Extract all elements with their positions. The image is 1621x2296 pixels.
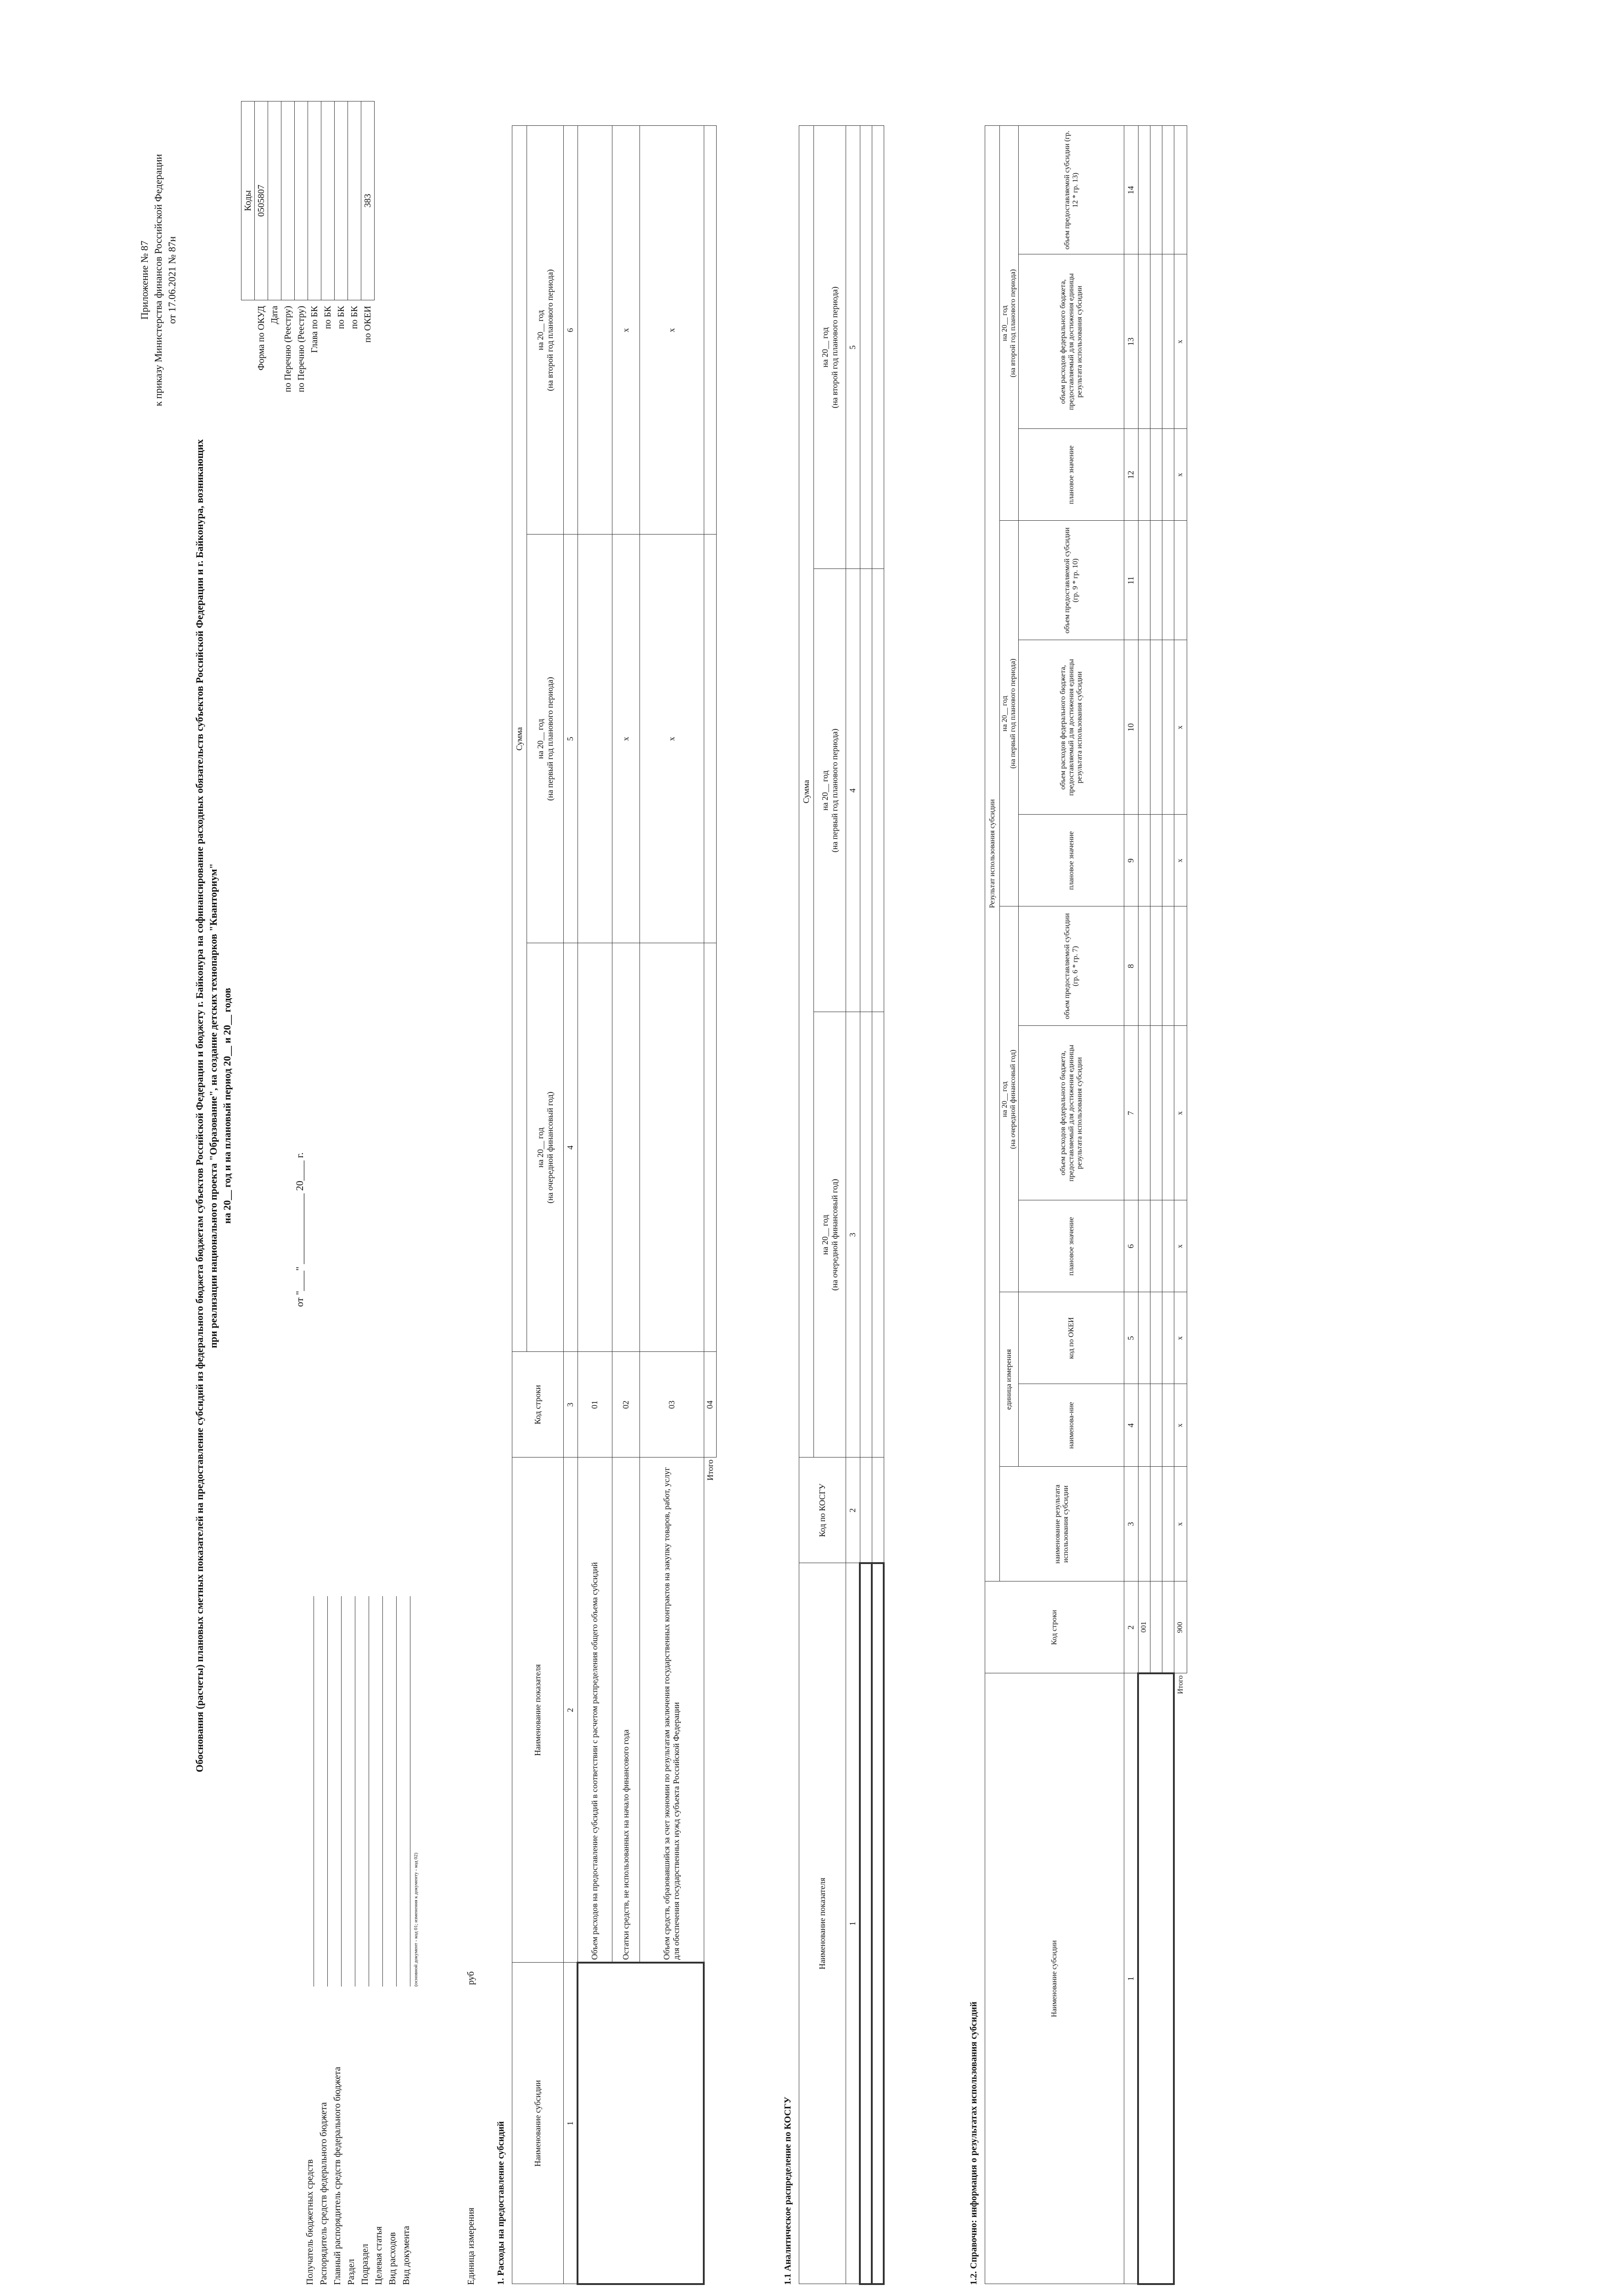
result-cell[interactable] [1162,1200,1174,1292]
col-year-3: на 20__ год (на второй год планового периода) [527,126,564,535]
table-row [578,126,612,2284]
result-cell[interactable] [1150,429,1162,521]
col-num: 4 [846,569,860,1012]
col-volume: объем предоставляемой субсидии (гр. 6 * гр. 7) [1019,906,1124,1026]
result-cell[interactable] [1162,429,1174,521]
row-code-cell: 02 [612,1352,639,1458]
row-code-cell[interactable] [1150,1581,1162,1673]
total-code: 04 [704,1352,716,1458]
col-year-3: на 20__ год (на второй год планового периода) [1000,126,1019,521]
col-num: 12 [1124,429,1139,521]
result-cell[interactable] [1162,254,1174,429]
subsidy-name-cell[interactable] [1138,1673,1174,2284]
section-1-2-title: 1.2. Справочно: информация о результатах использования субсидий [969,2002,979,2285]
result-cell[interactable] [1162,1026,1174,1200]
col-unit-name: наименова-ние [1019,1384,1124,1467]
value-cell[interactable] [578,943,612,1352]
field-row [331,1596,344,2285]
kosgu-cell[interactable] [860,1012,872,1458]
col-plan: плановое значение [1019,1200,1124,1292]
total-value [1174,906,1187,1026]
kosgu-cell[interactable] [860,126,872,569]
table-row [612,126,639,2284]
field-row [303,1596,317,2285]
value-cell: x [612,535,639,943]
result-cell[interactable] [1150,126,1162,254]
x-cell: x [1174,1467,1187,1581]
field-row [344,1596,358,2285]
title-line-1: Обоснования (расчеты) плановых сметных показателей на предоставление субсидий из федерального бюджета бюджетам субъектов Российской Федерации и бюджету г. Байконура на софинансирование расходных обязательств субъектов Российской Федерации и г. Байконура, возникающих [194,439,205,1773]
result-cell[interactable] [1138,254,1150,429]
x-cell: x [1174,429,1187,521]
col-year-3: на 20__ год (на второй год планового периода) [814,126,846,569]
result-cell[interactable] [1138,1467,1150,1581]
result-cell[interactable] [1162,815,1174,906]
result-cell[interactable] [1138,1200,1150,1292]
col-unit: единица измерения [1000,1292,1019,1467]
code-value[interactable] [321,101,335,300]
x-cell: x [1174,1200,1187,1292]
col-year-2: на 20__ год (на первый год планового периода) [1000,521,1019,906]
code-value[interactable] [281,101,295,300]
row-code-cell[interactable] [1162,1581,1174,1673]
kosgu-cell[interactable] [872,1563,884,2284]
col-sum: Сумма [799,126,814,1458]
unit-label: Единица измерения [466,2207,476,2285]
result-cell[interactable] [1162,521,1174,640]
order-line: к приказу Министерства финансов Российской Федерации [152,154,164,406]
col-name-indicator: Наименование показателя [512,1458,564,1963]
col-name-subsidy: Наименование субсидии [985,1673,1124,2284]
result-cell[interactable] [1150,521,1162,640]
expenses-table [512,125,717,2285]
result-cell[interactable] [1162,640,1174,815]
result-cell[interactable] [1150,1292,1162,1384]
code-value[interactable] [295,101,308,300]
result-cell[interactable] [1138,1384,1150,1467]
total-label: Итого [1177,1675,1184,1694]
col-okei: код по ОКЕИ [1019,1292,1124,1384]
result-cell[interactable] [1138,1026,1150,1200]
result-cell[interactable] [1138,906,1150,1026]
indicator-cell: Объем средств, образовавшийся за счет экономии по результатам заключения государственных контрактов на закупку товаров, работ, услуг для обеспечения государственных нужд субъекта Российской Федерации [639,1458,704,1963]
col-num: 11 [1124,521,1139,640]
col-num: 6 [1124,1200,1139,1292]
total-value [704,126,716,535]
value-cell[interactable] [578,126,612,535]
col-year-1: на 20__ год (на очередной финансовый год) [527,943,564,1352]
results-table [985,125,1187,2285]
col-num: 5 [564,535,578,943]
col-num: 5 [1124,1292,1139,1384]
field-label: Главный распорядитель средств федерального бюджета [332,2067,342,2285]
field-label: Распорядитель средств федерального бюджета [319,2102,329,2285]
result-cell[interactable] [1150,815,1162,906]
row-code-cell: 01 [578,1352,612,1458]
total-label: Итого [706,1459,715,1481]
total-value [1174,126,1187,254]
col-name-indicator: Наименование показателя [799,1563,846,2284]
col-num: 7 [1124,1026,1139,1200]
code-label: Глава по БК [309,306,320,353]
col-volume: объем предоставляемой субсидии (гр. 9 * гр. 10) [1019,521,1124,640]
row-code-cell: 03 [639,1352,704,1458]
field-label: Раздел [346,2259,356,2285]
x-cell: x [1174,815,1187,906]
field-row [358,1596,372,2285]
col-num: 1 [1124,1673,1139,2284]
unit-line [466,1971,477,2285]
table-row [639,126,704,2284]
row-code-cell: 001 [1138,1581,1150,1673]
result-cell[interactable] [1138,640,1150,815]
codes-block [241,101,375,393]
kosgu-table [799,125,885,2285]
col-num: 2 [564,1458,578,1963]
code-value[interactable] [308,101,321,300]
x-cell: x [1174,640,1187,815]
col-cost: объем расходов федерального бюджета, предоставляемый для достижения единицы результата использования субсидии [1019,1026,1124,1200]
code-label: по БК [349,306,359,329]
field-label: Целевая статья [374,2226,384,2285]
col-cost: объем расходов федерального бюджета, предоставляемый для достижения единицы результата использования субсидии [1019,640,1124,815]
result-cell[interactable] [1150,906,1162,1026]
result-cell[interactable] [1138,815,1150,906]
kosgu-cell[interactable] [872,1012,884,1458]
field-label: Получатель бюджетных средств [305,2159,315,2285]
code-label: по Перечню (Реестру) [296,306,306,393]
col-num: 3 [1124,1467,1139,1581]
result-cell[interactable] [1162,1384,1174,1467]
code-label: Дата [269,306,280,324]
section-1-title: 1. Расходы на предоставление субсидий [496,2121,506,2285]
table-row [860,126,872,2284]
field-label: Вид документа [401,2226,411,2285]
col-volume: объем предоставляемой субсидии (гр. 12 * гр. 13) [1019,126,1124,254]
title-line-3: на 20__ год и на плановый период 20__ и 20__ годов [221,988,233,1224]
result-cell[interactable] [1138,126,1150,254]
col-num: 5 [846,126,860,569]
col-row-code: Код строки [985,1581,1124,1673]
total-row [704,126,716,2284]
col-num: 1 [564,1963,578,2284]
field-row [372,1596,386,2285]
field-row [399,1596,413,2285]
result-cell[interactable] [1150,1384,1162,1467]
kosgu-cell[interactable] [872,126,884,569]
total-row [1174,126,1187,2284]
table-row [1138,126,1150,2284]
col-num: 1 [846,1563,860,2284]
field-row [317,1596,331,2285]
code-value[interactable] [335,101,348,300]
order-date: от 17.06.2021 № 87н [166,236,178,324]
result-cell[interactable] [1150,254,1162,429]
value-cell: x [639,126,704,535]
appendix-number: Приложение № 87 [139,240,150,320]
col-plan: плановое значение [1019,429,1124,521]
result-cell[interactable] [1150,1026,1162,1200]
col-num: 4 [1124,1384,1139,1467]
col-num: 6 [564,126,578,535]
code-label: по БК [336,306,346,329]
x-cell: x [1174,1026,1187,1200]
code-value[interactable]: 0505807 [255,101,268,300]
appendix-header [138,73,179,487]
col-cost: объем расходов федерального бюджета, предоставляемый для достижения единицы результата использования субсидии [1019,254,1124,429]
code-label: по ОКЕИ [362,306,373,343]
field-row [386,1596,399,2285]
col-num: 4 [564,943,578,1352]
col-num: 2 [1124,1581,1139,1673]
doc-note: (основной документ - код 01; изменения к документу - код 02) [413,1852,419,1986]
code-value[interactable]: 383 [361,101,375,300]
codes-header: Коды [241,101,255,300]
col-kosgu: Код по КОСГУ [799,1458,846,1563]
x-cell: x [1174,1384,1187,1467]
total-code: 900 [1174,1581,1187,1673]
result-cell[interactable] [1150,640,1162,815]
unit-value: руб [466,1971,476,1985]
col-num: 8 [1124,906,1139,1026]
col-sum: Сумма [512,126,527,1352]
value-cell: x [612,126,639,535]
col-num: 10 [1124,640,1139,815]
code-label: по Перечню (Реестру) [282,306,293,393]
requisites-fields [303,1596,419,2285]
code-label: по БК [322,306,333,329]
table-row [872,126,884,2284]
total-value [704,535,716,943]
field-input-line[interactable] [327,1596,328,1986]
result-cell[interactable] [1138,1292,1150,1384]
kosgu-cell[interactable] [860,1563,872,2284]
col-num: 3 [846,1012,860,1458]
field-label: Вид расходов [387,2232,398,2285]
title-line-2: при реализации национального проекта "Образование", на создание детских технопарков "Кванториум" [208,863,219,1348]
col-year-1: на 20__ год (на очередной финансовый год) [1000,906,1019,1292]
value-cell[interactable] [639,943,704,1352]
value-cell: x [639,535,704,943]
col-result: Результат использования субсидии [985,126,1000,1581]
total-value [704,943,716,1352]
col-year-2: на 20__ год (на первый год планового периода) [814,569,846,1012]
col-row-code: Код строки [512,1352,564,1458]
col-num: 14 [1124,126,1139,254]
subsidy-name-cell[interactable] [578,1963,704,2284]
col-year-1: на 20__ год (на очередной финансовый год) [814,1012,846,1458]
x-cell: x [1174,1292,1187,1384]
col-name-subsidy: Наименование субсидии [512,1963,564,2284]
kosgu-cell[interactable] [860,1458,872,1563]
value-cell[interactable] [612,943,639,1352]
result-cell[interactable] [1150,1467,1162,1581]
code-value[interactable] [348,101,361,300]
result-cell[interactable] [1138,429,1150,521]
col-num: 3 [564,1352,578,1458]
kosgu-cell[interactable] [872,569,884,1012]
date-line: от "____" ______________ 20____ г. [294,1152,305,1307]
indicator-cell: Остатки средств, не использованных на начало финансового года [612,1458,639,1963]
result-cell[interactable] [1162,1467,1174,1581]
field-input-line[interactable] [341,1596,342,1986]
col-num: 13 [1124,254,1139,429]
kosgu-cell[interactable] [872,1458,884,1563]
result-cell[interactable] [1162,126,1174,254]
code-value[interactable] [268,101,281,300]
x-cell: x [1174,254,1187,429]
result-cell[interactable] [1138,521,1150,640]
result-cell[interactable] [1162,906,1174,1026]
result-cell[interactable] [1162,1292,1174,1384]
total-value [1174,521,1187,640]
col-num: 9 [1124,815,1139,906]
kosgu-cell[interactable] [860,569,872,1012]
code-label: Форма по ОКУД [256,306,266,371]
value-cell[interactable] [578,535,612,943]
indicator-cell: Объем расходов на предоставление субсидий в соответствии с расчетом распределения общего объема субсидий [578,1458,612,1963]
col-num: 2 [846,1458,860,1563]
result-cell[interactable] [1150,1200,1162,1292]
field-input-line[interactable] [382,1596,383,1986]
field-label: Подраздел [360,2244,370,2285]
section-1-1-title: 1.1 Аналитическое распределение по КОСГУ [783,2096,793,2285]
col-result-name: наименование результата использования субсидии [1000,1467,1124,1581]
document-title [193,92,234,2120]
col-plan: плановое значение [1019,815,1124,906]
field-input-line[interactable] [396,1596,397,1986]
col-year-2: на 20__ год (на первый год планового периода) [527,535,564,943]
